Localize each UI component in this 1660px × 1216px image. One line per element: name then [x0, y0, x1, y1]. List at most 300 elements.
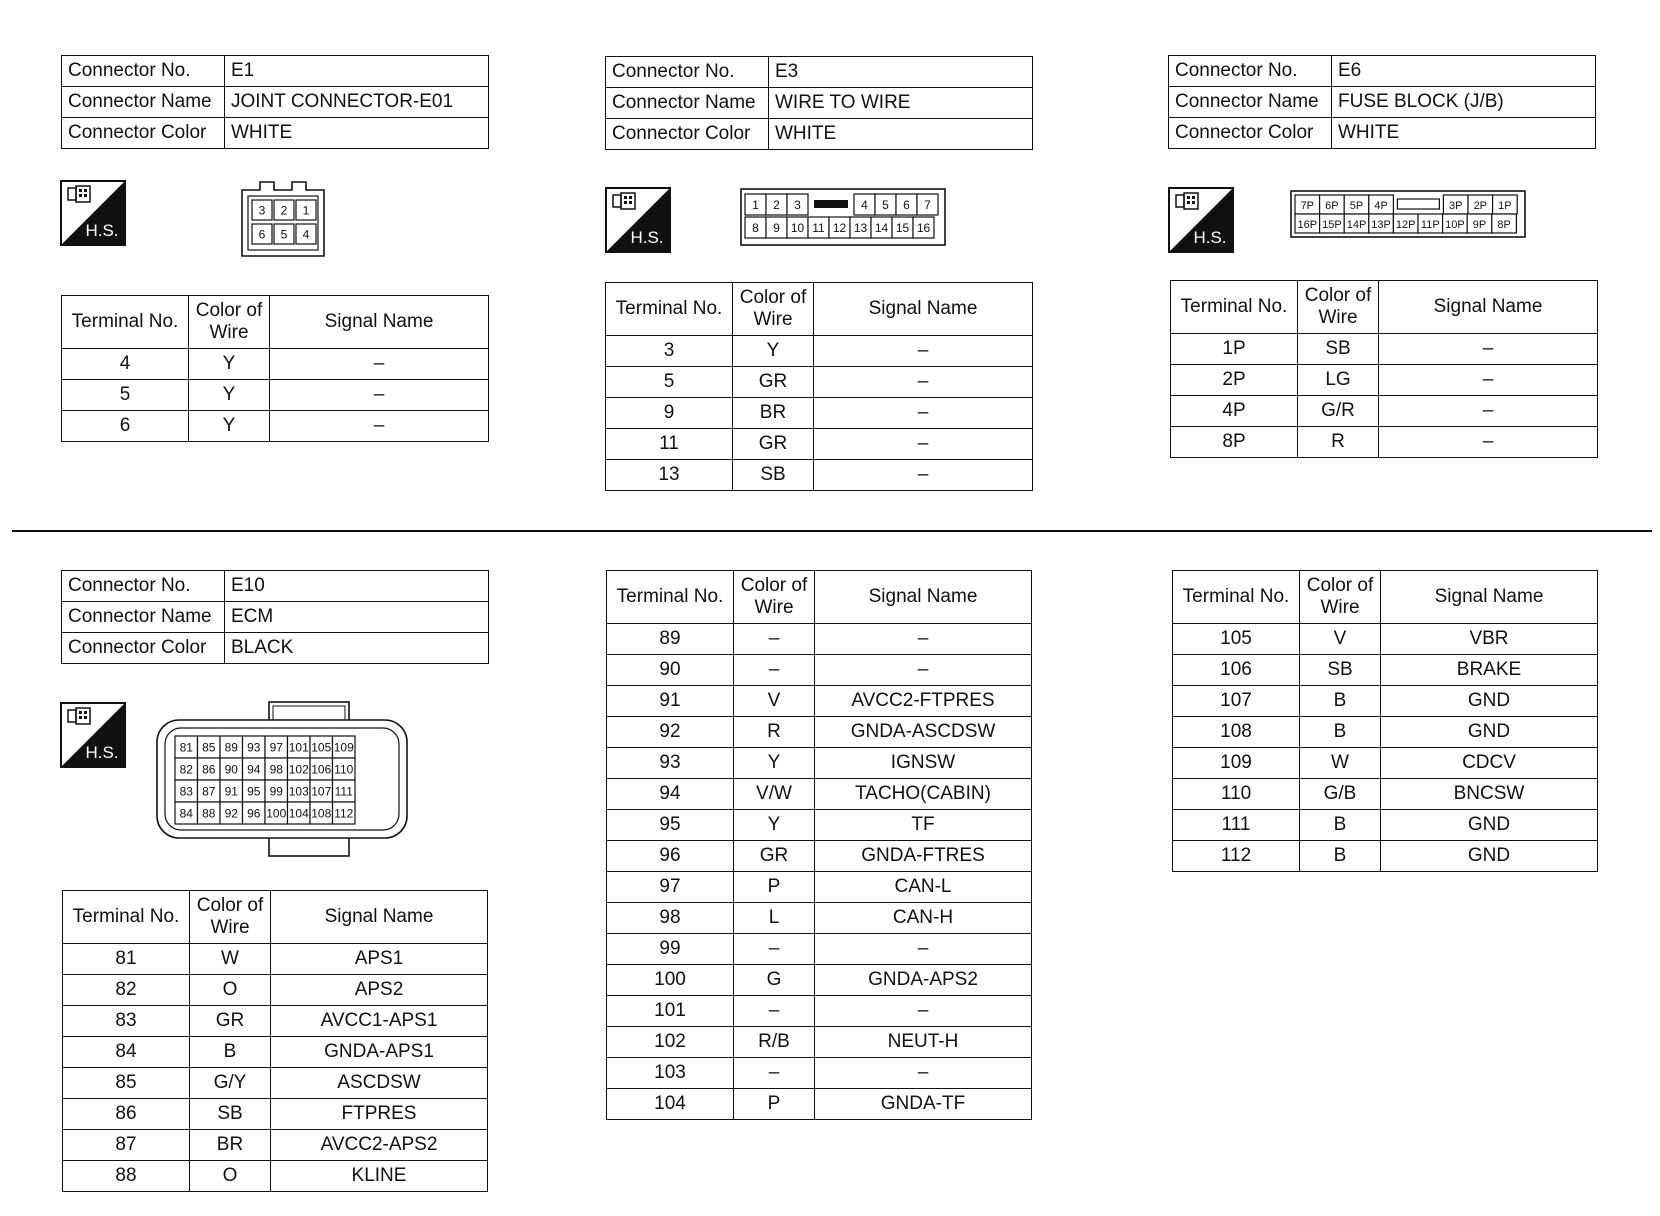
pin-label: 93 — [247, 740, 261, 755]
table-row — [607, 872, 1032, 903]
terminal-no-cell: 13 — [606, 460, 733, 491]
table-row — [1173, 748, 1598, 779]
pin-label: 16P — [1297, 219, 1318, 231]
e6-connector-header — [1168, 55, 1596, 149]
table-row — [1173, 655, 1598, 686]
pin-label: 81 — [179, 740, 193, 755]
signal-name-cell: IGNSW — [815, 748, 1032, 779]
section-divider — [12, 530, 1652, 532]
terminal-no-cell: 112 — [1173, 841, 1300, 872]
wire-color-cell: G — [734, 965, 815, 996]
wire-color-cell: SB — [1300, 655, 1381, 686]
hs-badge-icon — [1168, 187, 1234, 253]
signal-name-cell: GNDA-APS1 — [271, 1037, 488, 1068]
signal-name-cell: – — [814, 429, 1033, 460]
pin-label: 84 — [179, 806, 193, 821]
connector-no-label: Connector No. — [606, 57, 769, 88]
signal-name-cell: – — [270, 349, 489, 380]
pin-label: 4P — [1374, 200, 1388, 212]
pin-label: 108 — [311, 806, 332, 821]
wire-color-cell: O — [190, 975, 271, 1006]
table-row — [1173, 686, 1598, 717]
terminal-no-cell: 96 — [607, 841, 734, 872]
signal-name-header: Signal Name — [815, 571, 1032, 624]
pin-label: 94 — [247, 762, 261, 777]
pin-label: 3 — [258, 203, 266, 218]
signal-name-cell: – — [1379, 396, 1598, 427]
wire-color-cell: R — [734, 717, 815, 748]
signal-name-cell: – — [815, 624, 1032, 655]
table-row — [606, 367, 1033, 398]
table-row — [1173, 779, 1598, 810]
terminal-no-cell: 5 — [62, 380, 189, 411]
signal-name-cell: BRAKE — [1381, 655, 1598, 686]
terminal-no-cell: 102 — [607, 1027, 734, 1058]
hs-badge-icon — [60, 180, 126, 246]
hs-badge-text: H.S. — [85, 221, 119, 240]
table-row — [607, 1027, 1032, 1058]
terminal-no-cell: 81 — [63, 944, 190, 975]
connector-color-label: Connector Color — [62, 633, 225, 664]
pin-label: 15P — [1322, 219, 1342, 231]
signal-name-cell: – — [814, 398, 1033, 429]
wire-color-cell: BR — [190, 1130, 271, 1161]
pin-label: 3P — [1448, 200, 1463, 212]
signal-name-cell: AVCC2-FTPRES — [815, 686, 1032, 717]
table-row — [607, 717, 1032, 748]
e1-connector-face-icon — [238, 180, 328, 260]
wire-color-cell: GR — [733, 429, 814, 460]
terminal-no-cell: 11 — [606, 429, 733, 460]
pin-label: 95 — [247, 784, 261, 799]
terminal-no-cell: 103 — [607, 1058, 734, 1089]
wire-color-cell: B — [190, 1037, 271, 1068]
pin-label: 101 — [288, 740, 309, 755]
signal-name-cell: TF — [815, 810, 1032, 841]
e10-rows-c — [1173, 624, 1598, 872]
signal-name-cell: FTPRES — [271, 1099, 488, 1130]
table-row — [62, 380, 489, 411]
pin-label: 110 — [334, 762, 354, 777]
wire-color-cell: W — [1300, 748, 1381, 779]
terminal-no-cell: 98 — [607, 903, 734, 934]
table-row — [63, 944, 488, 975]
hs-badge-text: H.S. — [1193, 228, 1227, 247]
wire-color-cell: – — [734, 624, 815, 655]
connector-name-label: Connector Name — [606, 88, 769, 119]
key-slot-icon — [1397, 199, 1439, 209]
terminal-no-cell: 2P — [1171, 365, 1298, 396]
connector-color-value: WHITE — [1332, 118, 1596, 149]
terminal-no-cell: 84 — [63, 1037, 190, 1068]
pin-label: 87 — [202, 784, 216, 799]
signal-name-cell: – — [815, 655, 1032, 686]
e3-rows — [606, 336, 1033, 491]
hs-badge-text: H.S. — [85, 743, 119, 762]
pin-label: 2P — [1473, 200, 1488, 212]
pin-label: 12 — [832, 221, 847, 235]
terminal-no-cell: 93 — [607, 748, 734, 779]
pin-label: 2 — [773, 198, 780, 212]
connector-name-value: ECM — [225, 602, 489, 633]
signal-name-cell: GNDA-TF — [815, 1089, 1032, 1120]
color-of-wire-header: Color of Wire — [190, 891, 271, 944]
e10-terminal-table-c — [1172, 570, 1598, 872]
terminal-no-cell: 91 — [607, 686, 734, 717]
signal-name-cell: ASCDSW — [271, 1068, 488, 1099]
wire-color-cell: Y — [189, 411, 270, 442]
table-row — [607, 903, 1032, 934]
signal-name-cell: GND — [1381, 810, 1598, 841]
pin-label: 11P — [1420, 219, 1440, 231]
connector-name-label: Connector Name — [1169, 87, 1332, 118]
pin-label: 2 — [280, 203, 288, 218]
connector-color-value: WHITE — [769, 119, 1033, 150]
wire-color-cell: W — [190, 944, 271, 975]
e3-connector-header — [605, 56, 1033, 150]
e3-connector-face-icon — [740, 188, 946, 246]
wire-color-cell: LG — [1298, 365, 1379, 396]
signal-name-cell: GND — [1381, 841, 1598, 872]
pin-label: 109 — [333, 740, 354, 755]
terminal-no-cell: 87 — [63, 1130, 190, 1161]
terminal-no-header: Terminal No. — [63, 891, 190, 944]
wire-color-cell: B — [1300, 841, 1381, 872]
wire-color-cell: G/Y — [190, 1068, 271, 1099]
pin-label: 111 — [334, 784, 353, 799]
wire-color-cell: – — [734, 996, 815, 1027]
pin-label: 7 — [924, 198, 931, 212]
table-row — [607, 996, 1032, 1027]
signal-name-header: Signal Name — [1381, 571, 1598, 624]
terminal-no-header: Terminal No. — [607, 571, 734, 624]
table-row — [607, 965, 1032, 996]
signal-name-cell: KLINE — [271, 1161, 488, 1192]
terminal-no-cell: 111 — [1173, 810, 1300, 841]
table-row — [606, 398, 1033, 429]
wire-color-cell: SB — [1298, 334, 1379, 365]
pin-label: 8P — [1497, 219, 1511, 231]
wire-color-cell: GR — [733, 367, 814, 398]
signal-name-header: Signal Name — [814, 283, 1033, 336]
pin-label: 3 — [794, 198, 801, 212]
color-of-wire-header: Color of Wire — [189, 296, 270, 349]
wire-color-cell: SB — [190, 1099, 271, 1130]
wire-color-cell: V — [734, 686, 815, 717]
connector-color-value: BLACK — [225, 633, 489, 664]
table-row — [63, 1037, 488, 1068]
connector-name-value: FUSE BLOCK (J/B) — [1332, 87, 1596, 118]
signal-name-header: Signal Name — [270, 296, 489, 349]
connector-no-label: Connector No. — [62, 571, 225, 602]
signal-name-cell: – — [815, 996, 1032, 1027]
hs-badge-icon — [605, 187, 671, 253]
e10-connector-face-icon — [155, 700, 411, 860]
table-row — [606, 460, 1033, 491]
table-row — [63, 1161, 488, 1192]
wire-color-cell: GR — [734, 841, 815, 872]
signal-name-cell: – — [814, 460, 1033, 491]
pin-label: 99 — [269, 784, 283, 799]
terminal-no-cell: 90 — [607, 655, 734, 686]
wire-color-cell: V — [1300, 624, 1381, 655]
pin-label: 10 — [790, 221, 805, 235]
signal-name-cell: – — [814, 367, 1033, 398]
signal-name-cell: AVCC2-APS2 — [271, 1130, 488, 1161]
e10-rows-a — [63, 944, 488, 1192]
pin-label: 4 — [302, 227, 310, 242]
table-row — [607, 1089, 1032, 1120]
wire-color-cell: Y — [734, 810, 815, 841]
table-row — [1171, 365, 1598, 396]
pin-label: 5 — [882, 198, 889, 212]
color-of-wire-header: Color of Wire — [734, 571, 815, 624]
wire-color-cell: Y — [189, 380, 270, 411]
table-row — [607, 779, 1032, 810]
table-row — [63, 975, 488, 1006]
pin-label: 104 — [288, 806, 309, 821]
terminal-no-cell: 107 — [1173, 686, 1300, 717]
e10-connector-header — [61, 570, 489, 664]
table-row — [63, 1130, 488, 1161]
terminal-no-header: Terminal No. — [1171, 281, 1298, 334]
e6-connector-face-icon — [1290, 190, 1526, 238]
terminal-no-cell: 8P — [1171, 427, 1298, 458]
terminal-no-cell: 108 — [1173, 717, 1300, 748]
signal-name-cell: GND — [1381, 686, 1598, 717]
terminal-no-cell: 4P — [1171, 396, 1298, 427]
connector-name-value: JOINT CONNECTOR-E01 — [225, 87, 489, 118]
terminal-no-header: Terminal No. — [606, 283, 733, 336]
hs-badge-text: H.S. — [630, 228, 664, 247]
pin-label: 10P — [1445, 219, 1465, 231]
wire-color-cell: – — [734, 934, 815, 965]
connector-name-label: Connector Name — [62, 602, 225, 633]
connector-no-label: Connector No. — [1169, 56, 1332, 87]
pin-label: 85 — [202, 740, 216, 755]
connector-no-label: Connector No. — [62, 56, 225, 87]
pin-label: 102 — [288, 762, 309, 777]
signal-name-cell: TACHO(CABIN) — [815, 779, 1032, 810]
wire-color-cell: Y — [189, 349, 270, 380]
terminal-no-cell: 97 — [607, 872, 734, 903]
connector-color-label: Connector Color — [606, 119, 769, 150]
color-of-wire-header: Color of Wire — [1300, 571, 1381, 624]
table-row — [607, 748, 1032, 779]
terminal-no-cell: 1P — [1171, 334, 1298, 365]
connector-color-value: WHITE — [225, 118, 489, 149]
wire-color-cell: B — [1300, 810, 1381, 841]
table-row — [1173, 624, 1598, 655]
e10-rows-b — [607, 624, 1032, 1120]
pin-label: 6P — [1325, 200, 1339, 212]
terminal-no-cell: 83 — [63, 1006, 190, 1037]
pin-label: 82 — [179, 762, 193, 777]
color-of-wire-header: Color of Wire — [1298, 281, 1379, 334]
wire-color-cell: B — [1300, 686, 1381, 717]
terminal-no-cell: 9 — [606, 398, 733, 429]
connector-no-value: E10 — [225, 571, 489, 602]
signal-name-cell: – — [815, 1058, 1032, 1089]
wire-color-cell: R — [1298, 427, 1379, 458]
terminal-no-cell: 89 — [607, 624, 734, 655]
signal-name-cell: – — [814, 336, 1033, 367]
pin-label: 96 — [247, 806, 261, 821]
pin-label: 4 — [861, 198, 868, 212]
color-of-wire-header: Color of Wire — [733, 283, 814, 336]
e1-terminal-table — [61, 295, 489, 442]
pin-label: 107 — [311, 784, 332, 799]
wire-color-cell: G/R — [1298, 396, 1379, 427]
pin-label: 13 — [853, 221, 868, 235]
wire-color-cell: R/B — [734, 1027, 815, 1058]
pin-label: 13P — [1371, 219, 1391, 231]
wire-color-cell: V/W — [734, 779, 815, 810]
connector-no-value: E3 — [769, 57, 1033, 88]
pin-label: 103 — [288, 784, 309, 799]
signal-name-cell: CAN-H — [815, 903, 1032, 934]
table-row — [1171, 427, 1598, 458]
terminal-no-cell: 104 — [607, 1089, 734, 1120]
wire-color-cell: Y — [734, 748, 815, 779]
pin-label: 1 — [302, 203, 310, 218]
pin-label: 88 — [202, 806, 216, 821]
table-row — [1173, 717, 1598, 748]
pin-label: 16 — [916, 221, 931, 235]
pin-label: 112 — [334, 806, 354, 821]
terminal-no-header: Terminal No. — [1173, 571, 1300, 624]
terminal-no-cell: 85 — [63, 1068, 190, 1099]
terminal-no-cell: 99 — [607, 934, 734, 965]
table-row — [607, 624, 1032, 655]
pin-label: 12P — [1395, 219, 1416, 231]
signal-name-cell: – — [1379, 365, 1598, 396]
signal-name-cell: APS1 — [271, 944, 488, 975]
terminal-no-cell: 110 — [1173, 779, 1300, 810]
signal-name-cell: – — [1379, 427, 1598, 458]
table-row — [1171, 334, 1598, 365]
terminal-no-cell: 5 — [606, 367, 733, 398]
table-row — [63, 1068, 488, 1099]
connector-no-value: E6 — [1332, 56, 1596, 87]
wire-color-cell: L — [734, 903, 815, 934]
terminal-no-cell: 82 — [63, 975, 190, 1006]
terminal-no-cell: 105 — [1173, 624, 1300, 655]
signal-name-cell: – — [1379, 334, 1598, 365]
pin-label: 8 — [752, 221, 759, 235]
signal-name-cell: AVCC1-APS1 — [271, 1006, 488, 1037]
pin-label: 98 — [269, 762, 283, 777]
pin-label: 1P — [1498, 200, 1512, 212]
connector-name-value: WIRE TO WIRE — [769, 88, 1033, 119]
pin-label: 6 — [258, 227, 266, 242]
wire-color-cell: BR — [733, 398, 814, 429]
pin-label: 92 — [224, 806, 238, 821]
terminal-no-cell: 101 — [607, 996, 734, 1027]
table-row — [607, 810, 1032, 841]
terminal-no-cell: 94 — [607, 779, 734, 810]
connector-no-value: E1 — [225, 56, 489, 87]
signal-name-cell: GNDA-FTRES — [815, 841, 1032, 872]
terminal-no-cell: 4 — [62, 349, 189, 380]
signal-name-cell: BNCSW — [1381, 779, 1598, 810]
table-row — [63, 1099, 488, 1130]
pin-label: 89 — [224, 740, 238, 755]
e1-rows — [62, 349, 489, 442]
pin-label: 9P — [1472, 219, 1487, 231]
table-row — [1171, 396, 1598, 427]
pin-label: 14P — [1346, 219, 1367, 231]
pin-label: 5 — [280, 227, 288, 242]
signal-name-cell: VBR — [1381, 624, 1598, 655]
table-row — [63, 1006, 488, 1037]
terminal-no-cell: 88 — [63, 1161, 190, 1192]
pin-label: 97 — [269, 740, 283, 755]
table-row — [606, 429, 1033, 460]
table-row — [1173, 810, 1598, 841]
pin-label: 90 — [224, 762, 238, 777]
e1-connector-header — [61, 55, 489, 149]
connector-color-label: Connector Color — [62, 118, 225, 149]
table-row — [607, 1058, 1032, 1089]
pin-label: 106 — [311, 762, 332, 777]
table-row — [607, 686, 1032, 717]
wire-color-cell: – — [734, 1058, 815, 1089]
e10-terminal-table-a — [62, 890, 488, 1192]
signal-name-cell: APS2 — [271, 975, 488, 1006]
pin-label: 7P — [1300, 200, 1315, 212]
wire-color-cell: – — [734, 655, 815, 686]
pin-label: 6 — [903, 198, 910, 212]
terminal-no-cell: 92 — [607, 717, 734, 748]
pin-label: 5P — [1349, 200, 1364, 212]
terminal-no-cell: 6 — [62, 411, 189, 442]
terminal-no-cell: 95 — [607, 810, 734, 841]
terminal-no-cell: 3 — [606, 336, 733, 367]
e10-terminal-table-b — [606, 570, 1032, 1120]
pin-label: 1 — [752, 198, 759, 212]
pin-label: 9 — [773, 221, 780, 235]
terminal-no-cell: 100 — [607, 965, 734, 996]
pin-label: 100 — [266, 806, 287, 821]
signal-name-cell: CAN-L — [815, 872, 1032, 903]
pin-label: 83 — [179, 784, 193, 799]
table-row — [607, 841, 1032, 872]
e3-terminal-table — [605, 282, 1033, 491]
terminal-no-cell: 106 — [1173, 655, 1300, 686]
signal-name-cell: CDCV — [1381, 748, 1598, 779]
terminal-no-cell: 86 — [63, 1099, 190, 1130]
pin-label: 105 — [311, 740, 332, 755]
signal-name-cell: GNDA-ASCDSW — [815, 717, 1032, 748]
signal-name-cell: – — [815, 934, 1032, 965]
wire-color-cell: GR — [190, 1006, 271, 1037]
key-slot-icon — [814, 200, 848, 208]
signal-name-header: Signal Name — [1379, 281, 1598, 334]
table-row — [607, 934, 1032, 965]
e6-terminal-table — [1170, 280, 1598, 458]
signal-name-header: Signal Name — [271, 891, 488, 944]
pin-label: 91 — [224, 784, 238, 799]
pin-label: 11 — [812, 221, 825, 235]
wire-color-cell: P — [734, 1089, 815, 1120]
e6-rows — [1171, 334, 1598, 458]
table-row — [606, 336, 1033, 367]
wire-color-cell: Y — [733, 336, 814, 367]
wire-color-cell: P — [734, 872, 815, 903]
hs-badge-icon — [60, 702, 126, 768]
table-row — [62, 349, 489, 380]
